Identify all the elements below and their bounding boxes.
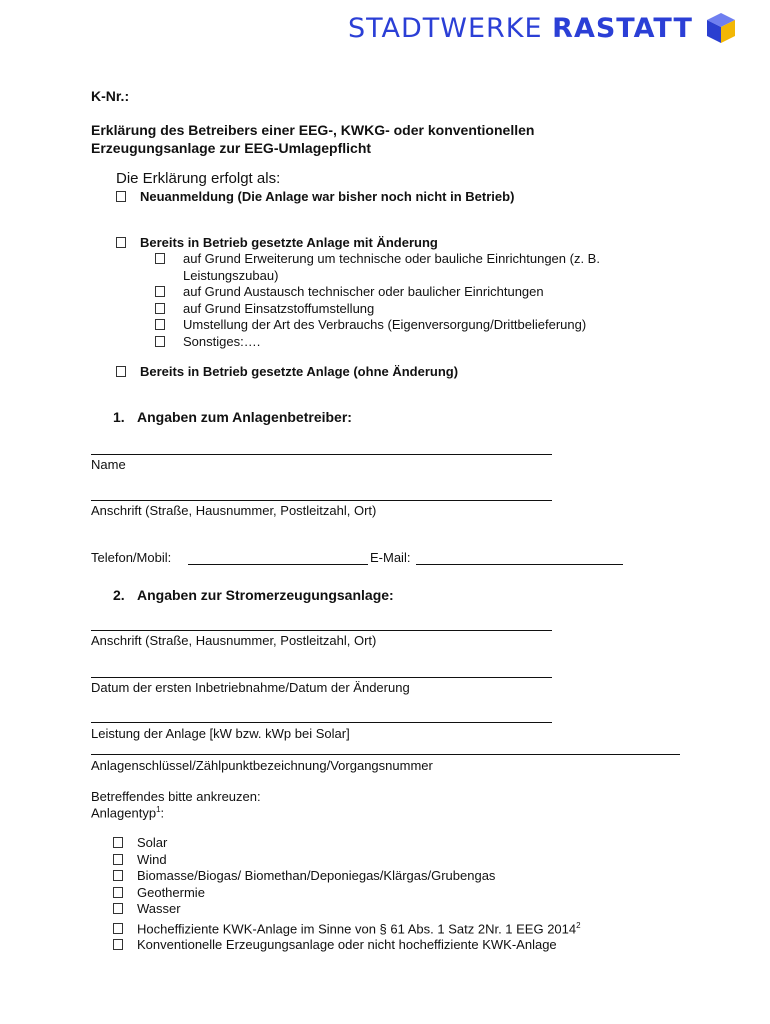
change-reason-label: auf Grund Erweiterung um technische oder bauliche Einrichtungen (z. B. xyxy=(183,251,600,266)
plant-type-item[interactable] xyxy=(113,885,581,902)
plant-key-input-line[interactable] xyxy=(91,754,680,755)
logo-text-light: STADTWERKE xyxy=(348,12,543,44)
plant-type-item[interactable] xyxy=(113,937,581,954)
checkbox[interactable] xyxy=(113,854,123,865)
plant-type-label: Biomasse/Biogas/ Biomethan/Deponiegas/Klärgas/Grubengas xyxy=(137,868,496,883)
option-existing-no-change[interactable] xyxy=(116,364,458,379)
phone-label: Telefon/Mobil: xyxy=(91,550,172,565)
change-reason-label: Sonstiges:…. xyxy=(183,333,261,349)
plant-type-label: Solar xyxy=(137,835,168,850)
plant-power-label: Leistung der Anlage [kW bzw. kWp bei Solar] xyxy=(91,726,350,741)
cube-logo-icon xyxy=(703,10,739,46)
change-reason-continuation: Leistungszubau) xyxy=(183,267,279,283)
option-new-label: Neuanmeldung (Die Anlage war bisher noch nicht in Betrieb) xyxy=(140,189,515,204)
checkbox[interactable] xyxy=(113,923,123,934)
change-reason-label: Umstellung der Art des Verbrauchs (Eigenversorgung/Drittbelieferung) xyxy=(183,317,587,332)
option-new-registration[interactable] xyxy=(116,189,514,204)
plant-type-item[interactable] xyxy=(113,868,581,885)
checkbox[interactable] xyxy=(113,887,123,898)
operator-address-input-line[interactable] xyxy=(91,500,552,501)
checkbox[interactable] xyxy=(113,939,123,950)
change-reason-label: auf Grund Einsatzstoffumstellung xyxy=(183,300,375,316)
plant-type-item[interactable] xyxy=(113,918,581,938)
plant-type-text: Anlagentyp xyxy=(91,805,157,821)
checkbox[interactable] xyxy=(116,366,126,377)
section-1-heading xyxy=(113,409,352,425)
checkbox[interactable] xyxy=(155,286,165,297)
option-nochange-label: Bereits in Betrieb gesetzte Anlage (ohne Änderung) xyxy=(140,364,459,379)
change-reason-item[interactable] xyxy=(155,334,600,351)
plant-type-item[interactable] xyxy=(113,901,581,918)
checkbox[interactable] xyxy=(113,903,123,914)
footnote-marker: 2 xyxy=(576,920,581,930)
checkbox[interactable] xyxy=(155,253,165,264)
plant-type-label: Anlagentyp$^1$: xyxy=(91,805,165,821)
document-title xyxy=(91,121,534,157)
operator-address-label: Anschrift (Straße, Hausnummer, Postleitzahl, Ort) xyxy=(91,503,377,518)
plant-type-label: Geothermie xyxy=(137,884,205,900)
section-title: Angaben zum Anlagenbetreiber: xyxy=(137,409,352,425)
logo-wordmark xyxy=(348,13,693,44)
title-line-1: Erklärung des Betreibers einer EEG-, KWKG- oder konventionellen xyxy=(91,122,535,138)
phone-input-line[interactable] xyxy=(188,564,368,565)
section-title: Angaben zur Stromerzeugungsanlage: xyxy=(137,587,394,603)
checkbox[interactable] xyxy=(155,303,165,314)
check-prompt: Betreffendes bitte ankreuzen: xyxy=(91,789,261,804)
change-reason-label: auf Grund Austausch technischer oder baulicher Einrichtungen xyxy=(183,284,544,299)
company-logo xyxy=(348,10,739,46)
section-number: 1. xyxy=(113,409,125,425)
change-reason-item[interactable] xyxy=(155,251,600,268)
option-existing-with-change[interactable] xyxy=(116,235,438,250)
footnote-marker: 1 xyxy=(156,805,161,814)
plant-type-list xyxy=(113,835,581,954)
email-input-line[interactable] xyxy=(416,564,623,565)
customer-number-label: K-Nr.: xyxy=(91,88,130,104)
commissioning-date-label: Datum der ersten Inbetriebnahme/Datum der Änderung xyxy=(91,680,410,695)
plant-key-label: Anlagenschlüssel/Zählpunktbezeichnung/Vorgangsnummer xyxy=(91,758,433,773)
plant-power-input-line[interactable] xyxy=(91,722,552,723)
checkbox[interactable] xyxy=(116,237,126,248)
plant-type-label: Hocheffiziente KWK-Anlage im Sinne von § 61 Abs. 1 Satz 2Nr. 1 EEG 2014 xyxy=(137,920,577,936)
plant-type-item[interactable] xyxy=(113,835,581,852)
plant-type-item[interactable] xyxy=(113,852,581,869)
checkbox[interactable] xyxy=(155,336,165,347)
section-2-heading xyxy=(113,587,394,603)
checkbox[interactable] xyxy=(116,191,126,202)
plant-address-input-line[interactable] xyxy=(91,630,552,631)
checkbox[interactable] xyxy=(113,837,123,848)
name-input-line[interactable] xyxy=(91,454,552,455)
section-number: 2. xyxy=(113,587,125,603)
checkbox[interactable] xyxy=(113,870,123,881)
change-reason-item[interactable] xyxy=(155,284,600,301)
change-reasons-list xyxy=(155,251,600,350)
change-reason-item[interactable] xyxy=(155,301,600,318)
checkbox[interactable] xyxy=(155,319,165,330)
plant-type-label: Konventionelle Erzeugungsanlage oder nicht hocheffiziente KWK-Anlage xyxy=(137,937,557,953)
email-label: E-Mail: xyxy=(370,550,411,565)
intro-text: Die Erklärung erfolgt als: xyxy=(116,170,281,187)
option-change-label: Bereits in Betrieb gesetzte Anlage mit Änderung xyxy=(140,235,438,250)
change-reason-item[interactable] xyxy=(155,317,600,334)
plant-address-label: Anschrift (Straße, Hausnummer, Postleitzahl, Ort) xyxy=(91,633,377,648)
plant-type-label: Wasser xyxy=(137,901,181,916)
logo-text-bold: RASTATT xyxy=(552,12,693,44)
title-line-2: Erzeugungsanlage zur EEG-Umlagepflicht xyxy=(91,140,372,156)
name-label: Name xyxy=(91,457,126,472)
plant-type-label: Wind xyxy=(137,851,167,867)
commissioning-date-input-line[interactable] xyxy=(91,677,552,678)
